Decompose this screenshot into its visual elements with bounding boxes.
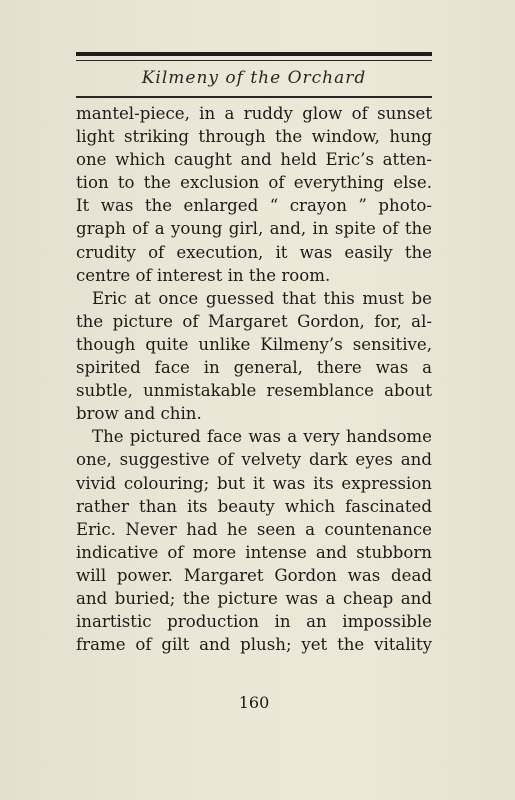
text-line: and buried; the picture was a cheap and: [76, 588, 432, 608]
text-line: brow and chin.: [76, 404, 202, 424]
text-line: light striking through the window, hung: [76, 127, 432, 147]
text-line: tion to the exclusion of everything else.: [76, 173, 432, 193]
text-line: Eric at once guessed that this must be: [92, 288, 432, 308]
text-line: indicative of more intense and stubborn: [76, 542, 432, 562]
text-line: subtle, unmistakable resemblance about: [76, 381, 432, 401]
text-line: The pictured face was a very handsome: [92, 427, 432, 447]
body-text: [76, 102, 432, 656]
text-line: though quite unlike Kilmeny’s sensitive,: [76, 334, 432, 354]
text-line: graph of a young girl, and, in spite of the: [76, 219, 432, 239]
text-line: centre of interest in the room.: [76, 265, 331, 285]
header-rule: [76, 96, 432, 98]
text-line: inartistic production in an impossible: [76, 612, 432, 632]
text-line: frame of gilt and plush; yet the vitality: [76, 635, 432, 655]
top-rule-thick: [76, 52, 432, 56]
text-line: one which caught and held Eric’s atten-: [76, 150, 432, 170]
text-line: one, suggestive of velvety dark eyes and: [76, 450, 432, 470]
text-line: crudity of execution, it was easily the: [76, 242, 432, 262]
text-line: will power. Margaret Gordon was dead: [76, 565, 432, 585]
text-line: vivid colouring; but it was its expression: [76, 473, 432, 493]
page-number: 160: [238, 693, 270, 712]
top-rule-thin: [76, 60, 432, 61]
text-line: It was the enlarged “ crayon ” photo-: [76, 196, 432, 216]
text-line: the picture of Margaret Gordon, for, al-: [76, 311, 432, 331]
text-line: rather than its beauty which fascinated: [76, 496, 432, 516]
text-line: Eric. Never had he seen a countenance: [76, 519, 432, 539]
text-line: mantel-piece, in a ruddy glow of sunset: [76, 104, 432, 123]
running-title: Kilmeny of the Orchard: [141, 68, 367, 88]
text-line: spirited face in general, there was a: [76, 358, 432, 378]
